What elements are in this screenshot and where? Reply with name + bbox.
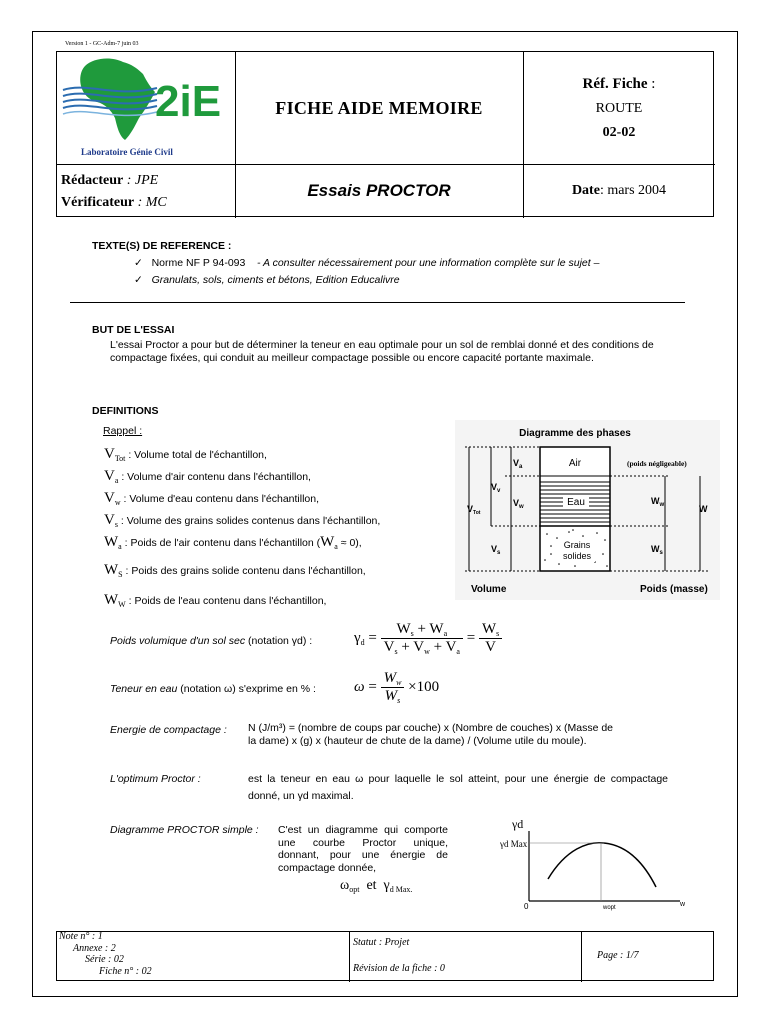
africa-logo-icon — [57, 52, 235, 152]
energie-label: Energie de compactage : — [110, 724, 227, 736]
optimum-text: est la teneur en eau ω pour laquelle le sol atteint, pour une énergie de compactage donné, un γd maximal. — [248, 773, 668, 802]
svg-text:γd: γd — [512, 817, 524, 831]
date: Date : mars 2004 — [571, 183, 667, 198]
svg-text:Poids (masse): Poids (masse) — [640, 584, 708, 595]
svg-text:2iE: 2iE — [155, 77, 222, 126]
diagramme-label: Diagramme PROCTOR simple : — [110, 824, 259, 836]
svg-text:Grains: Grains — [563, 540, 591, 550]
optimum-label: L'optimum Proctor : — [110, 773, 201, 785]
ref-number: 02-02 — [602, 125, 636, 140]
gamma-d-formula: $\gamma_d$ = $\frac{W_s + W_a}{V_s + V_w + V_a}$ = $\frac{W_s}{V}$ — [354, 621, 502, 656]
footer-statut: Statut : Projet — [353, 937, 410, 948]
references-heading: TEXTE(S) DE REFERENCE : — [92, 240, 232, 252]
footer-divider — [349, 932, 350, 982]
def-vs: $V_s$ : Volume des grains solides contenus dans l'échantillon, — [104, 512, 381, 529]
svg-text:Eau: Eau — [567, 497, 585, 508]
lab-name: Laboratoire Génie Civil — [81, 147, 173, 157]
ref-label: Réf. Fiche : — [582, 76, 656, 92]
fiche-title: FICHE AIDE MEMOIRE — [275, 97, 483, 118]
rappel-label: Rappel : — [103, 425, 143, 437]
footer-meta: Note n° : 1 Annexe : 2 Série : 02 Fiche n° : 02 — [59, 931, 152, 977]
omega-formula: ω = $\frac{W_w}{W_s}$ ×100 — [354, 670, 440, 705]
def-ws: $W_S$ : Poids des grains solide contenu dans l'échantillon, — [104, 562, 366, 579]
svg-text:Va: $V_a$ — [513, 458, 523, 470]
poids-vol-label: Poids volumique d'un sol sec (notation γd) : — [110, 635, 313, 647]
version-label: Version 1 - GC-Adm-7 juin 03 — [65, 41, 139, 47]
footer-table — [56, 931, 714, 981]
subject-title: Essais PROCTOR — [307, 181, 451, 200]
reference-item: ✓ Granulats, sols, ciments et bétons, Edition Educalivre — [134, 274, 400, 286]
svg-text:γd Max: γd Max — [500, 839, 528, 849]
check-icon: ✓ — [134, 274, 143, 286]
svg-text:VTot: $V_{Tot}$ — [467, 504, 481, 516]
svg-text:0: 0 — [524, 902, 529, 911]
def-vtot: $V_{Tot}$ : Volume total de l'échantillon, — [104, 446, 267, 463]
reference-item: ✓ Norme NF P 94-093 - A consulter nécessairement pour une information complète sur le sujet – — [134, 257, 600, 269]
diagramme-vars: $\omega_{opt}$ et $\gamma_{d Max.}$ — [340, 878, 413, 894]
svg-text:Diagramme des phases: Diagramme des phases — [519, 428, 631, 439]
definitions-heading: DEFINITIONS — [92, 405, 159, 417]
footer-divider — [581, 932, 582, 982]
svg-text:Ww: $W_w$ — [651, 496, 665, 508]
svg-text:W: W — [699, 504, 708, 514]
svg-text:w: w — [680, 901, 686, 908]
svg-text:Vv: $V_v$ — [491, 482, 501, 494]
divider — [70, 302, 685, 303]
svg-text:Ws: $W_s$ — [651, 544, 663, 556]
def-ww: $W_W$ : Poids de l'eau contenu dans l'échantillon, — [104, 592, 327, 609]
diagramme-text: C'est un diagramme qui comporte une courbe Proctor unique, donnant, pour une énergie de compactage donnée, — [278, 824, 448, 874]
svg-text:Vs: $V_s$ — [491, 544, 501, 556]
svg-text:Air: Air — [568, 458, 582, 469]
def-va: $V_a$ : Volume d'air contenu dans l'échantillon, — [104, 468, 311, 485]
def-wa: $W_a$ : Poids de l'air contenu dans l'échantillon $(W_a \approx 0)$, — [104, 534, 362, 551]
teneur-label: Teneur en eau (notation ω) s'exprime en % : — [110, 683, 316, 695]
check-icon: ✓ — [134, 257, 143, 269]
svg-text:wopt: wopt — [603, 905, 616, 911]
page-number: Page : 1/7 — [597, 950, 639, 961]
svg-text:Volume: Volume — [471, 584, 507, 595]
ref-category: ROUTE — [595, 101, 643, 116]
svg-text:Vw: $V_w$ — [513, 498, 524, 510]
energie-text: N (J/m³) = (nombre de coups par couche) x (Nombre de couches) x (Masse de la dame) x (g) x (hauteur de chute de la dame) / (Volume utile du moule). — [248, 722, 614, 747]
but-text: L'essai Proctor a pour but de déterminer la teneur en eau optimale pour un sol de remblai donné et des conditions de compactage fixées, qui conduit au meilleur compactage possible ou encore capacité portante maximale. — [110, 339, 654, 364]
phase-diagram — [455, 420, 720, 600]
header-table — [56, 51, 714, 217]
authors: Rédacteur : JPE Vérificateur : MC — [61, 173, 167, 210]
svg-text:solides: solides — [562, 551, 592, 561]
def-vw: $V_w$ : Volume d'eau contenu dans l'échantillon, — [104, 490, 320, 507]
ref-cell — [523, 52, 715, 164]
svg-text:(poids négligeable): (poids négligeable) — [627, 459, 687, 468]
but-heading: BUT DE L'ESSAI — [92, 324, 175, 336]
footer-revision: Révision de la fiche : 0 — [353, 963, 445, 974]
proctor-chart — [496, 815, 696, 915]
